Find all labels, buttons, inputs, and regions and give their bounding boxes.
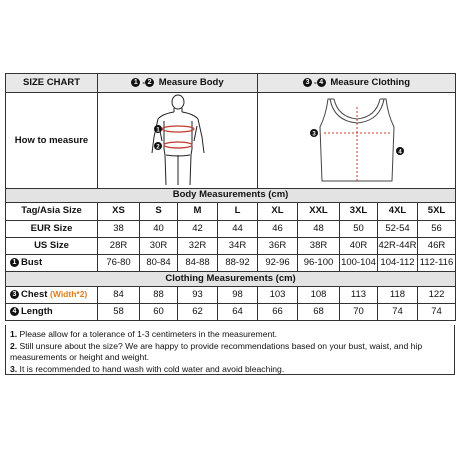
table-cell: XL xyxy=(258,202,298,220)
row-label: Tag/Asia Size xyxy=(6,202,98,220)
table-cell: 50 xyxy=(340,220,378,237)
how-to-measure-label: How to measure xyxy=(6,93,98,189)
table-cell: XS xyxy=(98,202,140,220)
table-cell: 84-88 xyxy=(178,254,218,271)
measure-body-header: 1 - 2 Measure Body xyxy=(98,74,258,93)
table-cell: 103 xyxy=(258,286,298,303)
badge-1: 1 xyxy=(10,258,19,267)
table-cell: 92-96 xyxy=(258,254,298,271)
row-label xyxy=(6,254,98,271)
note-1: 1. Please allow for a tolerance of 1-3 centimeters in the measurement. xyxy=(10,329,278,339)
table-cell: 98 xyxy=(218,286,258,303)
table-row xyxy=(6,303,456,320)
table-cell: 88-92 xyxy=(218,254,258,271)
table-cell: 58 xyxy=(98,303,140,320)
tank-top-icon xyxy=(282,93,432,185)
body-marker-1: 1 xyxy=(155,127,160,134)
table-cell: 46R xyxy=(418,237,456,254)
table-cell: 74 xyxy=(418,303,456,320)
measure-clothing-label: Measure Clothing xyxy=(330,77,411,89)
header-row xyxy=(6,74,456,93)
notes-box xyxy=(5,325,455,375)
body-section-band xyxy=(6,188,456,202)
table-cell: 44 xyxy=(218,220,258,237)
table-cell: 60 xyxy=(140,303,178,320)
row-label xyxy=(6,303,98,320)
table-cell: 76-80 xyxy=(98,254,140,271)
body-illustration-cell xyxy=(98,93,258,189)
badge-1: 1 xyxy=(131,78,140,87)
size-chart-table xyxy=(5,73,456,321)
table-cell: 88 xyxy=(140,286,178,303)
clothing-section-title: Clothing Measurements (cm) xyxy=(6,271,456,286)
table-cell: 42R-44R xyxy=(378,237,418,254)
badge-4: 4 xyxy=(10,307,19,316)
badge-4: 4 xyxy=(317,78,326,87)
note-2: 2. Still unsure about the size? We are happy to provide recommendations based on your bust, waist, and hip measurements or height and weight. xyxy=(10,340,423,362)
badge-3: 3 xyxy=(303,78,312,87)
body-figure-icon xyxy=(118,93,238,185)
table-cell: 62 xyxy=(178,303,218,320)
table-cell: 118 xyxy=(378,286,418,303)
table-cell: 108 xyxy=(298,286,340,303)
row-label xyxy=(6,286,98,303)
table-cell: 93 xyxy=(178,286,218,303)
table-cell: 3XL xyxy=(340,202,378,220)
note-3: 3. It is recommended to hand wash with cold water and avoid bleaching. xyxy=(10,363,285,374)
table-cell: 42 xyxy=(178,220,218,237)
table-cell: 112-116 xyxy=(418,254,456,271)
table-cell: M xyxy=(178,202,218,220)
table-cell: 46 xyxy=(258,220,298,237)
table-cell: 122 xyxy=(418,286,456,303)
how-to-measure-row xyxy=(6,93,456,189)
table-cell: 64 xyxy=(218,303,258,320)
table-row xyxy=(6,220,456,237)
table-cell: 36R xyxy=(258,237,298,254)
body-section-title: Body Measurements (cm) xyxy=(6,188,456,202)
table-cell: 32R xyxy=(178,237,218,254)
table-cell: 40R xyxy=(340,237,378,254)
table-cell: 38 xyxy=(98,220,140,237)
table-cell: 66 xyxy=(258,303,298,320)
clothing-section-band xyxy=(6,271,456,286)
body-marker-2: 2 xyxy=(155,144,160,151)
table-cell: 4XL xyxy=(378,202,418,220)
table-row xyxy=(6,202,456,220)
measure-body-label: Measure Body xyxy=(158,77,224,89)
row-label: EUR Size xyxy=(6,220,98,237)
garment-marker-3: 3 xyxy=(311,131,316,138)
table-cell: 80-84 xyxy=(140,254,178,271)
table-cell: 68 xyxy=(298,303,340,320)
table-cell: 5XL xyxy=(418,202,456,220)
bust-label: Bust xyxy=(21,256,43,268)
table-cell: 96-100 xyxy=(298,254,340,271)
row-label: US Size xyxy=(6,237,98,254)
table-cell: 84 xyxy=(98,286,140,303)
badge-3: 3 xyxy=(10,290,19,299)
table-cell: 52-54 xyxy=(378,220,418,237)
table-cell: 74 xyxy=(378,303,418,320)
table-cell: 38R xyxy=(298,237,340,254)
measure-clothing-header: 3 - 4 Measure Clothing xyxy=(258,74,456,93)
chest-note: (Width*2) xyxy=(50,288,88,299)
table-cell: 104-112 xyxy=(378,254,418,271)
table-cell: 40 xyxy=(140,220,178,237)
table-cell: 113 xyxy=(340,286,378,303)
length-label: Length xyxy=(21,305,53,317)
table-cell: 48 xyxy=(298,220,340,237)
table-cell: 30R xyxy=(140,237,178,254)
table-cell: 100-104 xyxy=(340,254,378,271)
table-row xyxy=(6,286,456,303)
table-row xyxy=(6,254,456,271)
table-cell: 34R xyxy=(218,237,258,254)
table-cell: 56 xyxy=(418,220,456,237)
chest-label: Chest xyxy=(21,288,48,300)
table-row xyxy=(6,237,456,254)
size-chart-title: SIZE CHART xyxy=(6,74,98,93)
garment-marker-4: 4 xyxy=(397,149,402,156)
badge-2: 2 xyxy=(145,78,154,87)
table-cell: S xyxy=(140,202,178,220)
table-cell: XXL xyxy=(298,202,340,220)
garment-illustration-cell xyxy=(258,93,456,189)
table-cell: 70 xyxy=(340,303,378,320)
table-cell: 28R xyxy=(98,237,140,254)
table-cell: L xyxy=(218,202,258,220)
